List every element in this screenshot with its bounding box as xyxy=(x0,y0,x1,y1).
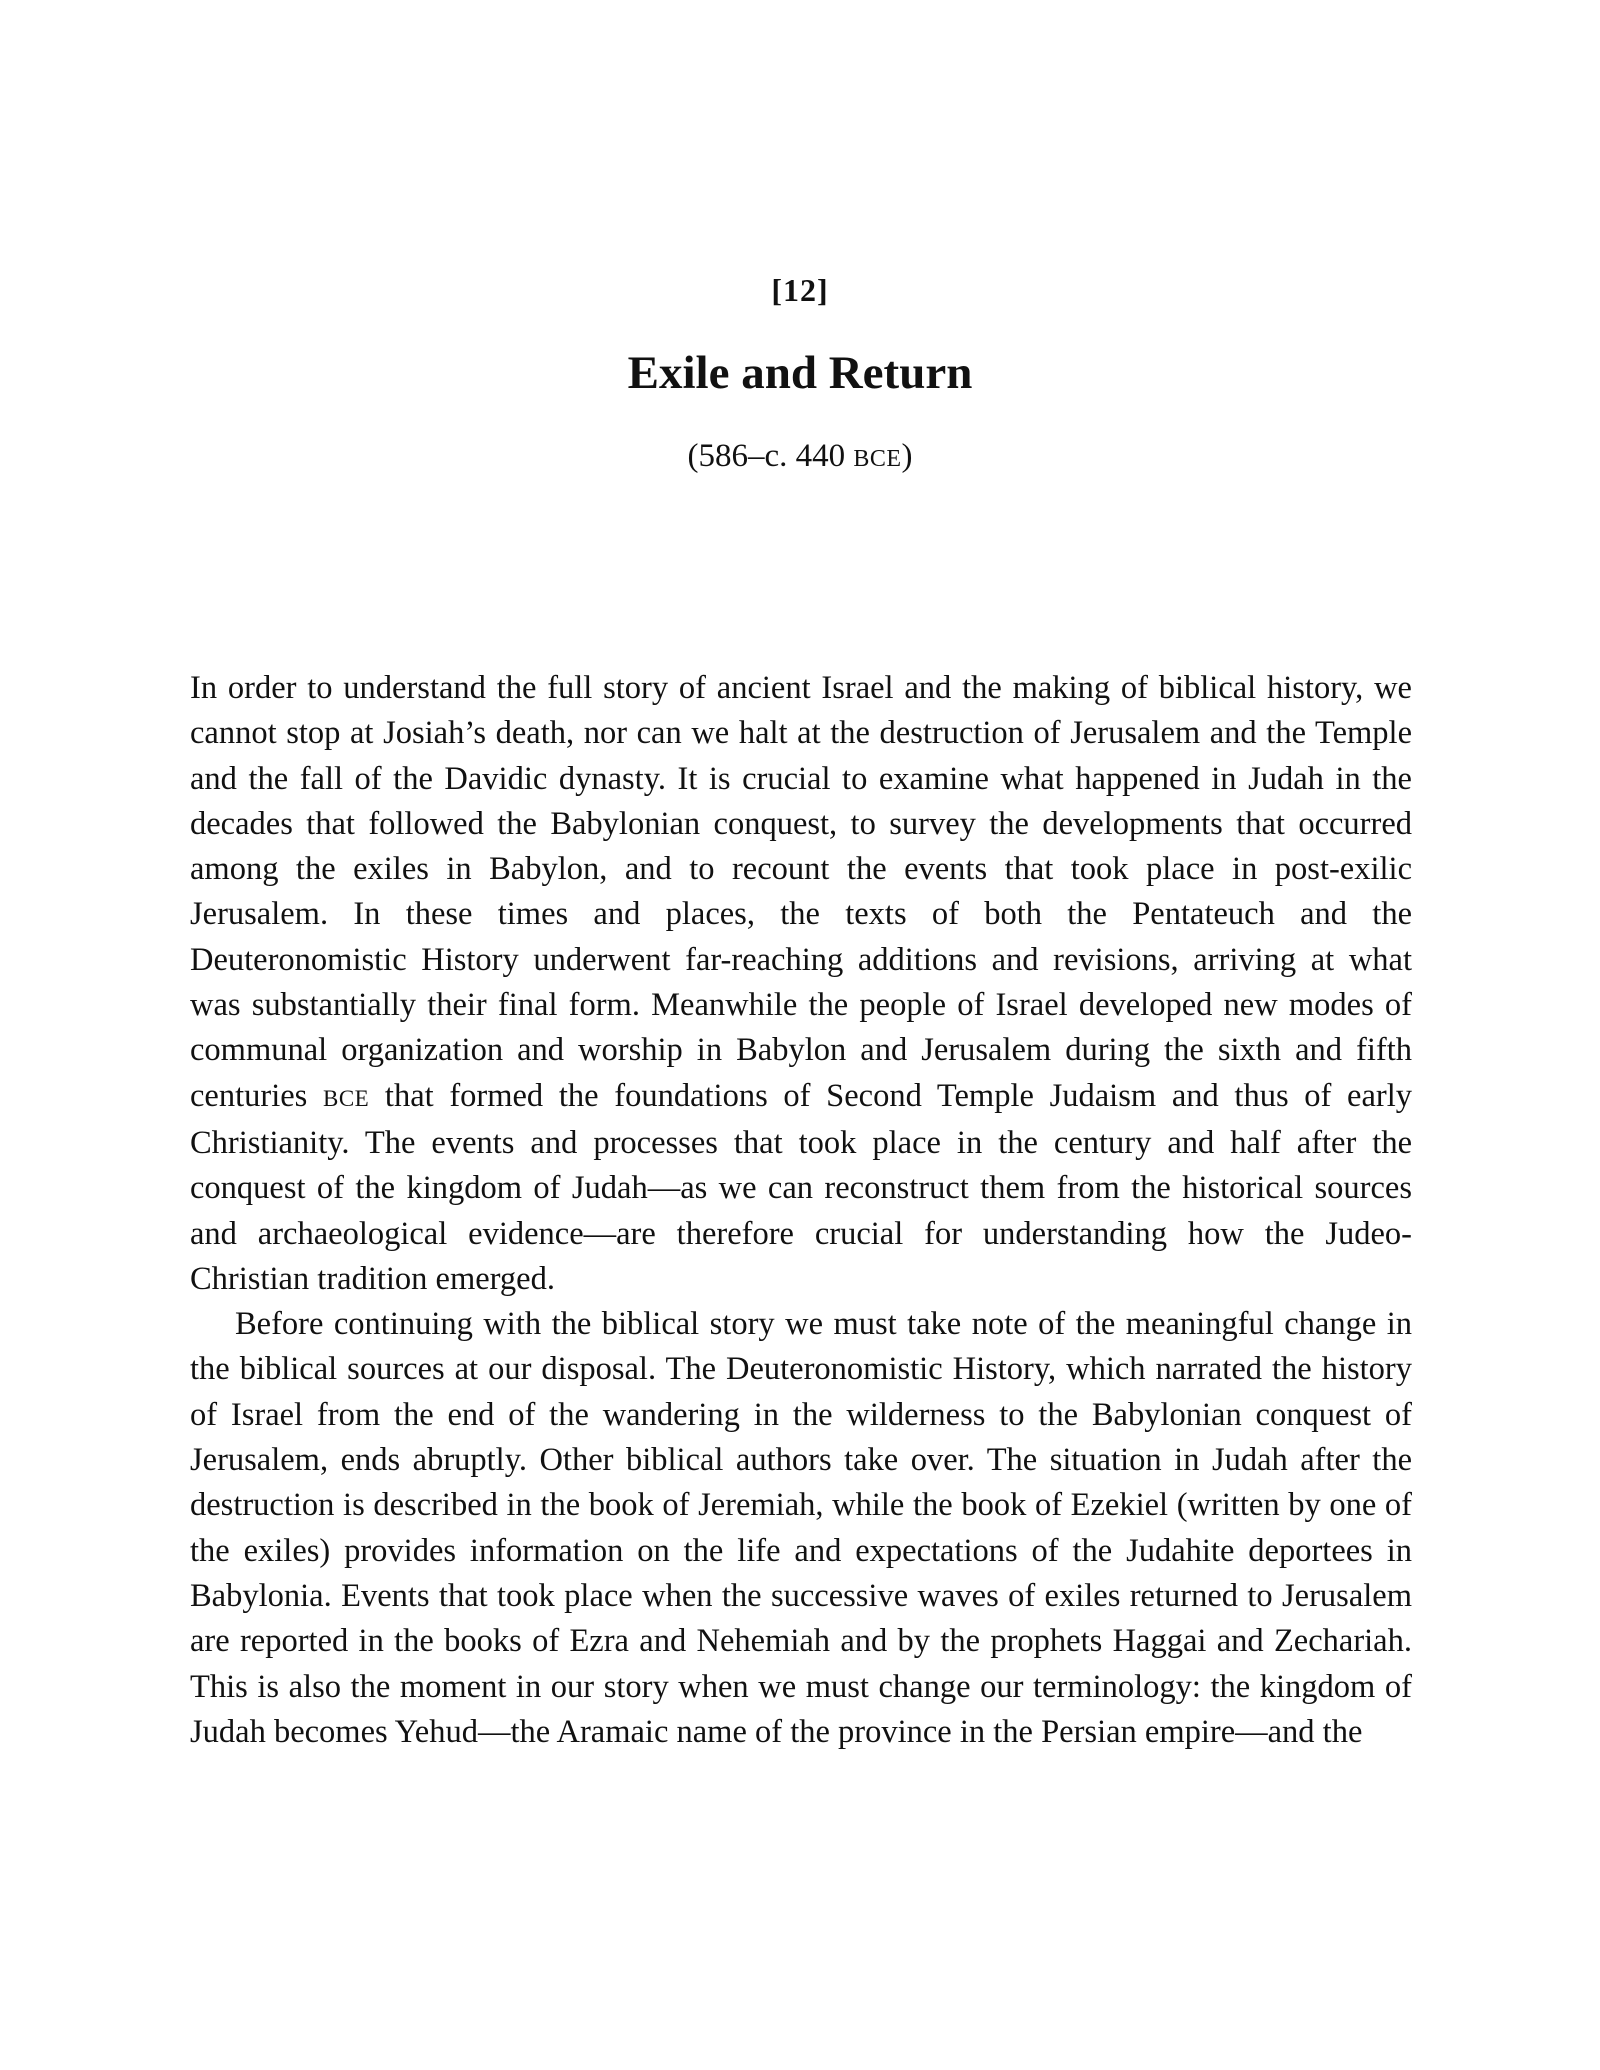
chapter-dates xyxy=(0,438,1600,475)
paragraph-1-text-b: that formed the foundations of Second Temple Judaism and thus of early Christianity. The events and processes that took place in the century and half after the conquest of the kingdom of Judah—as we can reconstruct them from the historical sources and archaeological evidence—are therefore crucial for understanding how the Judeo-Christian tradition emerged. xyxy=(190,1077,1412,1297)
chapter-number: [12] xyxy=(771,272,829,308)
chapter-title: Exile and Return xyxy=(627,347,973,399)
chapter-dates-prefix: (586–c. 440 xyxy=(687,438,854,474)
chapter-dates-era: BCE xyxy=(853,446,902,472)
body-text xyxy=(190,666,1412,1755)
paragraph-1 xyxy=(190,666,1412,1302)
paragraph-2: Before continuing with the biblical story we must take note of the meaningful change in the biblical sources at our disposal. The Deuteronomistic History, which narrated the history of Israel from the end of the wandering in the wilderness to the Babylonian conquest of Jerusalem, ends abruptly. Other biblical authors take over. The situation in Judah after the destruction is described in the book of Jeremiah, while the book of Ezekiel (written by one of the exiles) provides information on the life and expectations of the Judahite deportees in Babylonia. Events that took place when the successive waves of exiles returned to Jerusalem are reported in the books of Ezra and Nehemiah and by the prophets Haggai and Zechariah. This is also the moment in our story when we must change our terminology: the kingdom of Judah becomes Yehud—the Aramaic name of the province in the Persian empire—and the xyxy=(190,1306,1412,1750)
chapter-dates-suffix: ) xyxy=(901,438,913,474)
paragraph-1-text-a: In order to understand the full story of ancient Israel and the making of biblical history, we cannot stop at Josiah’s death, nor can we halt at the destruction of Jerusalem and the Temple and the fall of the Davidic dynasty. It is crucial to examine what happened in Judah in the decades that followed the Babylonian conquest, to survey the developments that occurred among the exiles in Babylon, and to recount the events that took place in post-exilic Jerusalem. In these times and places, the texts of both the Pentateuch and the Deuteronomistic History underwent far-reaching additions and revisions, arriving at what was substantially their final form. Meanwhile the people of Israel developed new modes of communal organization and worship in Babylon and Jerusalem during the sixth and fifth centuries xyxy=(190,670,1412,1114)
paragraph-1-era: BCE xyxy=(323,1085,370,1111)
